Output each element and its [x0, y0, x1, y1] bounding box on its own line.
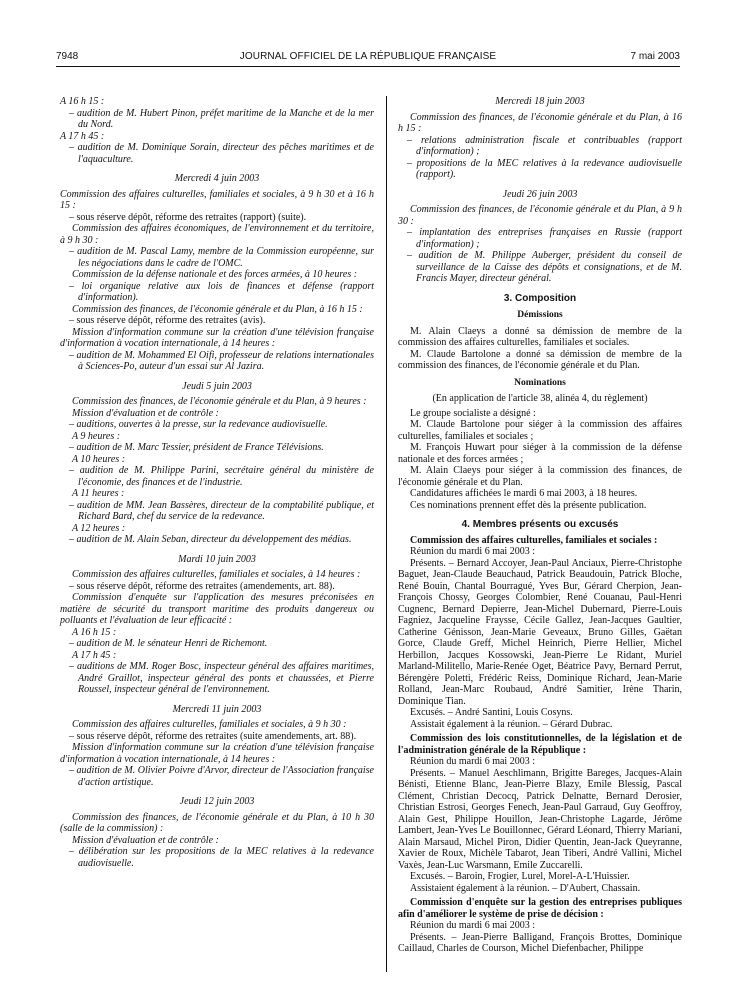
section-heading: 3. Composition: [503, 292, 577, 304]
day-heading: Mardi 10 juin 2003: [178, 553, 256, 565]
agenda-item: – audition de M. Alain Seban, directeur du développement des médias.: [69, 534, 352, 545]
paragraph: Candidatures affichées le mardi 6 mai 2003, à 18 heures.: [410, 488, 638, 499]
page-number: 7948: [56, 51, 79, 62]
day-heading: Jeudi 5 juin 2003: [182, 380, 252, 392]
day-heading: Mercredi 11 juin 2003: [172, 703, 262, 715]
paragraph: M. Claude Bartolone pour siéger à la commission des affaires culturelles, familiales et sociales ;: [398, 419, 682, 442]
paragraph: Présents. – Bernard Accoyer, Jean-Paul Anciaux, Pierre-Christophe Baguet, Jean-Claude Beauchaud, Patrick Beaudouin, Patrick Bloche, René Bouin, Chantal Bourragué, Yves Bur, Gérard Cherpion, Jean-François Chossy, Georges Colombier, René Couanau, Paul-Henri Cugnenc, Bernard Depierre, Jean-Michel Dubernard, Pierre-Louis Fagniez, Jacqueline Fraysse, Cécile Gallez, Jean-Jacques Gaultier, Catherine Génisson, Jean-Marie Geveaux, Bruno Gilles, Gaëtan Gorce, Claude Greff, Michel Heinrich, Pierre Hellier, Michel Herbillon, Jacques Kossowski, Jean-Pierre Le Ridant, Muriel Marland-Militello, Marie-Renée Oget, Béatrice Pavy, Bernard Perrut, Bérengère Poletti, Frédéric Reiss, Dominique Richard, Jean-Marie Rolland, Jean-Marc Roubaud, André Samitier, Irène Tharin, Dominique Tian.: [398, 557, 682, 707]
page-header: [56, 49, 680, 67]
agenda-line: Commission des affaires culturelles, familiales et sociales, à 9 h 30 :: [72, 719, 347, 730]
agenda-line: A 12 heures :: [72, 522, 126, 534]
agenda-line: Commission des affaires culturelles, familiales et sociales, à 9 h 30 et à 16 h 15 :: [60, 188, 374, 211]
commission-heading: Commission d'enquête sur la gestion des entreprises publiques afin d'améliorer le système de prise de décision :: [398, 897, 682, 920]
issue-date: 7 mai 2003: [630, 51, 680, 62]
agenda-line: A 16 h 15 :: [72, 626, 117, 638]
agenda-item: – audition de M. Mohammed El Oifi, professeur de relations internationales à Sciences-Po, auteur d'un essai sur Al Jazira.: [69, 349, 374, 372]
paragraph: M. Claude Bartolone a donné sa démission de membre de la commission des finances, de l'économie générale et du Plan.: [398, 348, 682, 371]
agenda-item: – audition de M. Olivier Poivre d'Arvor, directeur de l'Association française d'action artistique.: [69, 765, 374, 788]
agenda-line: Commission des affaires culturelles, familiales et sociales, à 14 heures :: [72, 569, 361, 580]
agenda-item: – audition de M. Marc Tessier, président de France Télévisions.: [69, 442, 324, 453]
agenda-line: A 11 heures :: [72, 488, 125, 499]
agenda-line: A 9 heures :: [72, 430, 121, 442]
section-heading: 4. Membres présents ou excusés: [461, 519, 619, 530]
agenda-item: – audition de M. Philippe Parini, secrétaire général du ministère de l'économie, des finances et de l'industrie.: [69, 465, 374, 488]
paragraph: Réunion du mardi 6 mai 2003 :: [410, 920, 535, 931]
paragraph: Excusés. – Baroin, Frogier, Lurel, Morel-A-L'Huissier.: [410, 871, 630, 882]
agenda-line: Commission des finances, de l'économie générale et du Plan, à 9 heures :: [72, 396, 367, 407]
agenda-item: – audition de M. Dominique Sorain, directeur des pêches maritimes et de l'aquaculture.: [69, 142, 374, 165]
commission-heading: Commission des affaires culturelles, familiales et sociales :: [410, 534, 658, 546]
day-heading: Jeudi 26 juin 2003: [502, 188, 578, 200]
subsection-heading: Démissions: [517, 310, 563, 320]
agenda-line: Commission des finances, de l'économie générale et du Plan, à 10 h 30 (salle de la commission) :: [60, 811, 374, 834]
paragraph: Présents. – Jean-Pierre Balligand, François Brottes, Dominique Caillaud, Charles de Courson, Michel Diefenbacher, Philippe: [398, 931, 682, 954]
day-heading: Mercredi 18 juin 2003: [495, 96, 585, 107]
agenda-item: – délibération sur les propositions de la MEC relatives à la redevance audiovisuelle.: [69, 846, 374, 869]
agenda-line: Commission des finances, de l'économie générale et du Plan, à 9 h 30 :: [398, 204, 682, 227]
agenda-item: – sous réserve dépôt, réforme des retraites (avis).: [69, 315, 266, 326]
agenda-item: – audition de M. Pascal Lamy, membre de la Commission européenne, sur les négociations dans le cadre de l'OMC.: [69, 246, 374, 269]
centered-note: (En application de l'article 38, alinéa 4, du règlement): [432, 393, 648, 404]
day-heading: Mercredi 4 juin 2003: [174, 173, 260, 184]
subsection-heading: Nominations: [514, 377, 566, 388]
agenda-line: Commission des affaires économiques, de l'environnement et du territoire, à 9 h 30 :: [60, 223, 374, 246]
agenda-line: A 17 h 45 :: [72, 649, 117, 661]
header-rule: [56, 66, 680, 67]
agenda-item: – audition de MM. Jean Bassères, directeur de la comptabilité publique, et Richard Bard, chef du service de la redevance.: [69, 499, 374, 522]
paragraph: M. Alain Claeys pour siéger à la commission des finances, de l'économie générale et du Plan.: [398, 465, 682, 488]
right-column: [398, 96, 682, 955]
paragraph: Ces nominations prennent effet dès la présente publication.: [410, 499, 647, 511]
agenda-line: Commission des finances, de l'économie générale et du Plan, à 16 h 15 :: [72, 303, 363, 315]
agenda-line: A 17 h 45 :: [60, 130, 105, 142]
agenda-item: – audition de M. Philippe Auberger, président du conseil de surveillance de la Caisse des dépôts et consignations, et de M. Francis Mayer, directeur général.: [407, 250, 682, 284]
agenda-line: Commission d'enquête sur l'application des mesures préconisées en matière de sécurité du transport maritime des produits dangereux ou polluants et l'évaluation de leur efficacité :: [60, 592, 374, 626]
journal-title: JOURNAL OFFICIEL DE LA RÉPUBLIQUE FRANÇAISE: [239, 51, 497, 62]
agenda-line: Mission d'information commune sur la création d'une télévision française d'information à vocation internationale, à 14 heures :: [60, 742, 374, 765]
agenda-item: – propositions de la MEC relatives à la redevance audiovisuelle (rapport).: [407, 157, 682, 180]
agenda-item: – auditions de MM. Roger Bosc, inspecteur général des affaires maritimes, André Graillot, inspecteur général des ponts et chaussées, et Pierre Roussel, inspecteur général de l'environnement.: [69, 661, 374, 695]
day-heading: Jeudi 12 juin 2003: [179, 796, 255, 807]
agenda-line: Mission d'évaluation et de contrôle :: [72, 407, 219, 419]
agenda-line: Commission de la défense nationale et des forces armées, à 10 heures :: [72, 269, 358, 280]
agenda-line: Commission des finances, de l'économie générale et du Plan, à 16 h 15 :: [398, 111, 682, 134]
paragraph: Réunion du mardi 6 mai 2003 :: [410, 756, 535, 767]
agenda-line: A 10 heures :: [72, 453, 126, 465]
left-column: [60, 96, 374, 869]
agenda-item: – sous réserve dépôt, réforme des retraites (rapport) (suite).: [69, 211, 307, 223]
commission-heading: Commission des lois constitutionnelles, de la législation et de l'administration générale de la République :: [398, 733, 682, 756]
paragraph: Assistait également à la réunion. – Gérard Dubrac.: [410, 718, 613, 730]
paragraph: M. Alain Claeys a donné sa démission de membre de la commission des affaires culturelles, familiales et sociales.: [398, 325, 682, 348]
paragraph: Présents. – Manuel Aeschlimann, Brigitte Bareges, Jacques-Alain Bénisti, Etienne Blanc, Jean-Pierre Blazy, Emile Blessig, Pascal Clément, Christian Decocq, Patrick Delnatte, Bernard Derosier, Christian Estrosi, Georges Fenech, Jean-Paul Garraud, Guy Geoffroy, Alain Gest, Philippe Houillon, Jean-Christophe Lagarde, Jérôme Lambert, Jean-Yves Le Bouillonnec, Gérard Léonard, Thierry Mariani, Alain Marsaud, Michel Piron, Didier Quentin, Jean-Jack Queyranne, Xavier de Roux, Michèle Tabarot, Jean Tiberi, André Vallini, Michel Vaxès, Jean-Luc Warsmann, Emile Zuccarelli.: [398, 767, 682, 871]
agenda-item: – audition de M. Hubert Pinon, préfet maritime de la Manche et de la mer du Nord.: [69, 107, 374, 130]
agenda-item: – sous réserve dépôt, réforme des retraites (suite amendements, art. 88).: [69, 730, 357, 742]
agenda-item: – audition de M. le sénateur Henri de Richemont.: [69, 638, 268, 649]
column-divider: [386, 96, 387, 972]
agenda-line: Mission d'information commune sur la création d'une télévision française d'information à vocation internationale, à 14 heures :: [60, 326, 374, 349]
paragraph: Réunion du mardi 6 mai 2003 :: [410, 546, 535, 557]
paragraph: Excusés. – André Santini, Louis Cosyns.: [410, 707, 573, 718]
paragraph: Le groupe socialiste a désigné :: [410, 407, 536, 419]
agenda-item: – auditions, ouvertes à la presse, sur la redevance audiovisuelle.: [69, 419, 328, 430]
agenda-item: – implantation des entreprises françaises en Russie (rapport d'information) ;: [407, 227, 682, 250]
agenda-item: – sous réserve dépôt, réforme des retraites (amendements, art. 88).: [69, 580, 335, 592]
agenda-line: Mission d'évaluation et de contrôle :: [72, 834, 219, 846]
paragraph: Assistaient également à la réunion. – D'Aubert, Chassain.: [410, 882, 641, 894]
paragraph: M. François Huwart pour siéger à la commission de la défense nationale et des forces armées ;: [398, 442, 682, 465]
agenda-line: A 16 h 15 :: [60, 96, 105, 107]
agenda-item: – loi organique relative aux lois de finances et défense (rapport d'information).: [69, 280, 374, 303]
agenda-item: – relations administration fiscale et contribuables (rapport d'information) ;: [407, 134, 682, 157]
